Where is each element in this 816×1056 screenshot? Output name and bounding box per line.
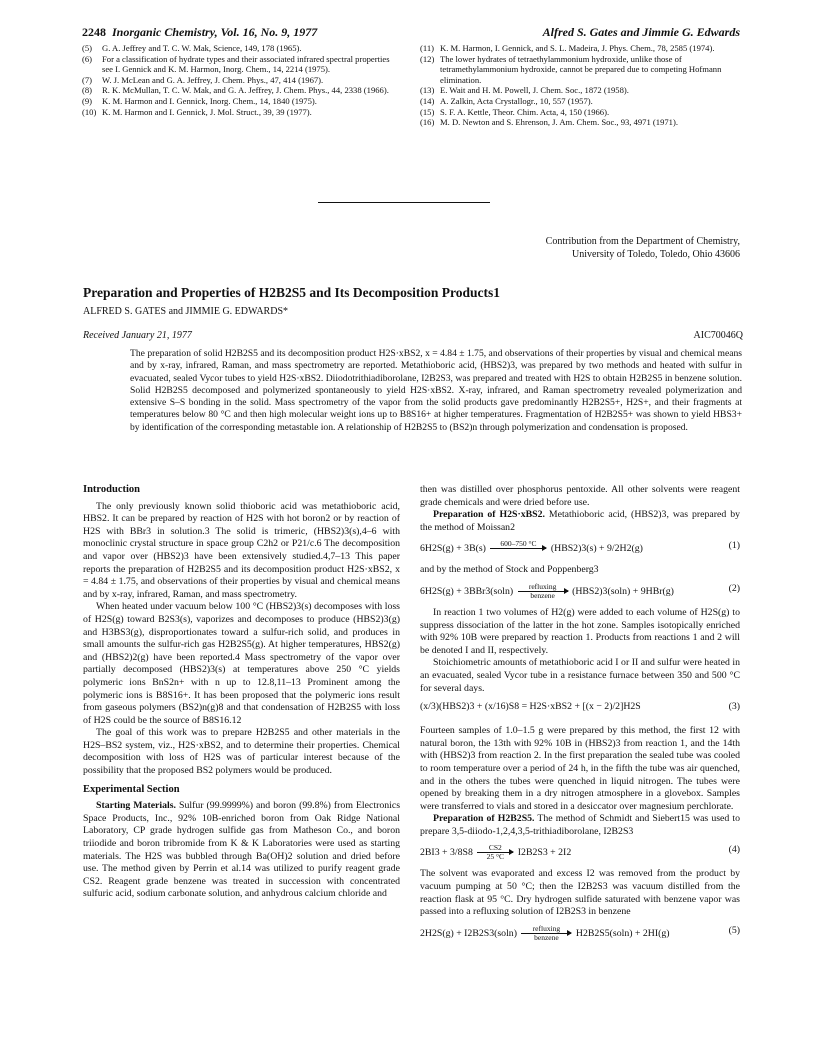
abstract: The preparation of solid H2B2S5 and its decomposition product H2S·xBS2, x = 4.84 ± 1.75, and observations of their properties by visual and chemical means and by x-ray, infrared, Raman, and mass spectrometry are reported. Metathioboric acid, (HBS2)3, was prepared by two methods and heated with sulfur in evacuated, sealed Vycor tubes to yield H2S·xBS2. Diiodotrithiadiborolane, I2B2S3, was prepared and treated with H2S to obtain H2B2S5 in benzene solution. Solid H2B2S5 decomposed and polymerized spontaneously to yield H2S·xBS2. X-ray, infrared, and Raman spectrometry revealed polymerization and extensive S–S bonding in the solid. Mass spectrometry of the vapor from the solid products gave predominantly H2B2S5+, H2S+, and their fragments at temperatures below 80 °C and then high molecular weight ions up to B8S16+ at higher temperatures. Fragmentation of H2B2S5+ was shown to yield HBS3+ by identification of the corresponding metastable ion. A relationship of H2B2S5 to (BS2)n through polymerization and condensation is proposed. bbox=[130, 348, 742, 433]
paragraph: Preparation of H2B2S5. The method of Schmidt and Siebert15 was used to prepare 3,5-diiodo-1,2,4,3,5-trithiadiborolane, I2B2S3 bbox=[420, 813, 740, 837]
reference-item: (10) K. M. Harmon and I. Gennick, J. Mol. Struct., 39, 39 (1977). bbox=[82, 106, 312, 117]
section-heading: Experimental Section bbox=[83, 783, 180, 795]
received-line bbox=[83, 330, 743, 341]
received-date: Received January 21, 1977 bbox=[83, 330, 192, 341]
reaction-arrow: refluxing benzene bbox=[518, 583, 568, 600]
reaction-arrow: $\frac{CS2}{25 ^\circ C}$ bbox=[477, 844, 513, 861]
reference-item: (9) K. M. Harmon and I. Gennick, Inorg. Chem., 14, 1840 (1975). bbox=[82, 95, 317, 106]
right-column bbox=[420, 484, 740, 949]
contribution-affiliation: Contribution from the Department of Chemistry, University of Toledo, Toledo, Ohio 43606 bbox=[545, 236, 740, 260]
reference-item: (15) S. F. A. Kettle, Theor. Chim. Acta, 4, 150 (1966). bbox=[420, 106, 610, 117]
reference-item: (16) M. D. Newton and S. Ehrenson, J. Am. Chem. Soc., 93, 4971 (1971). bbox=[420, 117, 678, 128]
page-number: 2248 bbox=[82, 25, 106, 39]
reference-item: (5) G. A. Jeffrey and T. C. W. Mak, Science, 149, 178 (1965). bbox=[82, 43, 302, 53]
paragraph: Starting Materials. Sulfur (99.9999%) and boron (99.8%) from Electronics Space Products, Inc., 92% 10B-enriched boron from Oak Ridge National Laboratory, CP grade hydrogen sulfide gas from Matheson Co., and boron triiodide and boron tribromide from K & K Laboratories were used as starting materials. The H2S was bubbled through Ba(OH)2 solution and dried before use. The method given by Perrin et al.14 was utilized to purify reagent grade CS2. Reagent grade benzene was treated in succession with concentrated sulfuric acid, sodium carbonate solution, and anhydrous calcium chloride and bbox=[83, 800, 401, 900]
article-title: Preparation and Properties of H2B2S5 and Its Decomposition Products1 bbox=[83, 285, 501, 300]
paragraph: Preparation of H2S·xBS2. Metathioboric acid, (HBS2)3, was prepared by the method of Moissan2 bbox=[420, 509, 741, 533]
reference-item: (14) A. Zalkin, Acta Crystallogr., 10, 557 (1957). bbox=[420, 95, 593, 106]
reference-item: (6) For a classification of hydrate types and their associated infrared spectral properties see I. Gennick and K. M. Harmon, Inorg. Chem., 14, 2214 (1975). bbox=[82, 53, 390, 75]
journal-citation: Inorganic Chemistry, Vol. 16, No. 9, 1977 bbox=[112, 25, 318, 39]
paragraph: then was distilled over phosphorus pentoxide. All other solvents were reagent grade chemicals and were dried before use. bbox=[420, 484, 740, 508]
references-left bbox=[82, 43, 402, 117]
section-heading: Introduction bbox=[83, 484, 140, 495]
paragraph: The only previously known solid thioboric acid was metathioboric acid, HBS2. It can be prepared by reaction of H2S with hot boron2 or by reaction of H2S with BBr3 in solution.3 The solid is trimeric, (HBS2)3(s),4–6 with monoclinic crystal structure in space group C2h2 or P21/c.6 The decomposition and vapor over (HBS2)3 have been extensively studied.4,7–13 This paper reports the preparation of H2B2S5 and its decomposition product H2S·xBS2, x = 4.84 ± 1.75, and observations of their properties by visual and chemical means and by x-ray, infrared, Raman, and mass spectrometry. bbox=[83, 500, 400, 600]
references-right bbox=[420, 43, 740, 128]
paragraph: Fourteen samples of 1.0–1.5 g were prepared by this method, the first 12 with natural boron, the 13th with 92% 10B in (HBS2)3 from reaction 1, and the 14th with (HBS2)3 from reaction 2. In the first preparation the sealed tube was cooled to room temperature over a period of 24 h, in the fifth the tube was air quenched, and in the others the tubes were quenched in liquid nitrogen. The tubes were opened by breaking them in a dry nitrogen atmosphere in a glovebox. Samples were transferred to vials and stored in a desiccator over magnesium perchlorate. bbox=[420, 725, 740, 812]
paragraph: When heated under vacuum below 100 °C (HBS2)3(s) decomposes with loss of H2S(g) toward B2S3(s), vaporizes and decomposes to produce (HBS2)3(g) and H3BS3(g), disproportionates toward a sulfur-rich solid, and produces in small amounts the sulfur-rich gas H2B2S5(g). At higher temperatures, HBS2(g) and (HBS2)2(g) have been reported.4 Mass spectrometry of the vapor over partially decomposed (HBS2)3(s) at temperatures above 250 °C yields polymeric ions BnS2n+ with n up to 12.8,11–13 Prominent among the polymeric ions is B8S16+. It has been proposed that the polymeric ions result from gaseous polymers (BS2)n(g)8 and that condensation of H2B2S5 with loss of H2S could be the source of B8S16.12 bbox=[83, 601, 400, 726]
paragraph: In reaction 1 two volumes of H2(g) were added to each volume of H2S(g) to suppress dissociation of the latter in the hot zone. Samples isotopically enriched with 92% 10B were prepared by reaction 1. Products from reactions 1 and 2 will be denoted I and II, respectively. bbox=[420, 606, 740, 656]
article-code: AIC70046Q bbox=[693, 330, 743, 341]
running-authors: Alfred S. Gates and Jimmie G. Edwards bbox=[542, 25, 740, 39]
reference-item: (12) The lower hydrates of tetraethylammonium hydroxide, unlike those of tetramethylammonium hydroxide, cannot be prepared due to competing Hofmann elimination. bbox=[420, 53, 722, 85]
paragraph: The goal of this work was to prepare H2B2S5 and other materials in the H2S–BS2 system, viz., H2S·xBS2, and to determine their properties. Chemical decomposition with loss of H2S was of particular interest because of the possibility that the proposed BS2 polymers would be produced. bbox=[83, 727, 400, 777]
reference-item: (8) R. K. McMullan, T. C. W. Mak, and G. A. Jeffrey, J. Chem. Phys., 44, 2338 (1966). bbox=[82, 85, 389, 96]
paragraph: Stoichiometric amounts of metathioboric acid I or II and sulfur were heated in an evacuated, sealed Vycor tube in a resistance furnace between 350 and 500 °C for several days. bbox=[420, 657, 740, 694]
equation-5: 2H2S(g) + I2B2S3(soln) refluxing benzene H2B2S5(soln) + 2HI(g) (5) bbox=[420, 923, 740, 942]
reaction-arrow: refluxing benzene bbox=[521, 925, 571, 942]
reaction-arrow: 600–750 °C bbox=[490, 540, 546, 557]
equation-1: 6H2S(g) + 3B(s) 600–750 °C (HBS2)3(s) + 9/2H2(g) (1) bbox=[420, 540, 740, 558]
section-divider bbox=[318, 202, 490, 203]
equation-3: (x/3)(HBS2)3 + (x/16)S8 = H2S·xBS2 + [(x − 2)/2]H2S (3) bbox=[420, 701, 740, 713]
reference-item: (11) K. M. Harmon, I. Gennick, and S. L. Madeira, J. Phys. Chem., 78, 2585 (1974). bbox=[420, 43, 715, 53]
reference-item: (13) E. Wait and H. M. Powell, J. Chem. Soc., 1872 (1958). bbox=[420, 85, 629, 96]
paragraph: and by the method of Stock and Poppenberg3 bbox=[420, 564, 599, 576]
equation-4: 2BI3 + 3/8S8 $\frac{CS2}{25 ^\circ C}$ I2B2S3 + 2I2 (4) bbox=[420, 843, 740, 862]
header-left bbox=[82, 25, 317, 40]
equation-2: 6H2S(g) + 3BBr3(soln) refluxing benzene (HBS2)3(soln) + 9HBr(g) (2) bbox=[420, 581, 740, 600]
reference-item: (7) W. J. McLean and G. A. Jeffrey, J. Chem. Phys., 47, 414 (1967). bbox=[82, 74, 324, 85]
paragraph: The solvent was evaporated and excess I2 was removed from the product by vacuum pumping at 50 °C; then the I2B2S3 was vacuum distilled from the reaction flask at 95 °C. Dry hydrogen sulfide saturated with benzene vapor was passed into a refluxing solution of I2B2S3 in benzene bbox=[420, 868, 740, 918]
left-column bbox=[83, 484, 400, 901]
article-authors: ALFRED S. GATES and JIMMIE G. EDWARDS* bbox=[83, 306, 289, 317]
